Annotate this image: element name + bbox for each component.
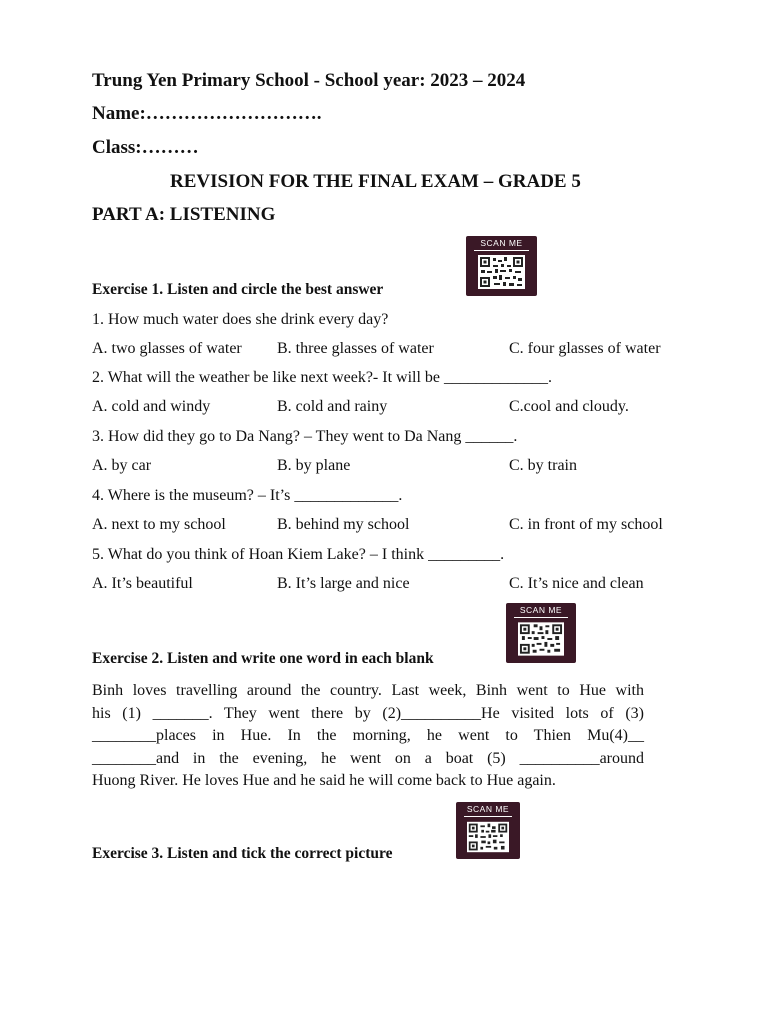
question-3: 3. How did they go to Da Nang? – They went to Da Nang ______. [92, 428, 518, 445]
passage-line: his (1) _______. They went there by (2)__________He visited lots of (3) [92, 704, 644, 722]
q1-option-a[interactable]: A. two glasses of water [92, 340, 242, 357]
passage-line: Binh loves travelling around the country. Last week, Binh went to Hue with [92, 682, 644, 699]
divider [474, 250, 529, 251]
q3-option-b[interactable]: B. by plane [277, 457, 351, 474]
exercise-2-passage [92, 680, 644, 793]
scan-me-label: SCAN ME [466, 804, 510, 814]
divider [514, 617, 568, 618]
q4-option-b[interactable]: B. behind my school [277, 516, 410, 533]
passage-line: Huong River. He loves Hue and he said he will come back to Hue again. [92, 772, 556, 790]
exercise-3-title: Exercise 3. Listen and tick the correct picture [92, 845, 393, 862]
q2-option-c[interactable]: C.cool and cloudy. [509, 398, 629, 415]
exercise-1-title: Exercise 1. Listen and circle the best answer [92, 281, 384, 298]
q2-option-a[interactable]: A. cold and windy [92, 398, 211, 415]
scan-me-label: SCAN ME [480, 238, 523, 248]
question-4: 4. Where is the museum? – It’s _____________. [92, 487, 403, 504]
scan-me-label: SCAN ME [519, 605, 563, 615]
q2-option-b[interactable]: B. cold and rainy [277, 398, 388, 415]
divider [464, 816, 512, 817]
question-1: 1. How much water does she drink every day? [92, 311, 389, 328]
part-heading: PART A: LISTENING [92, 204, 276, 225]
question-2: 2. What will the weather be like next week?- It will be _____________. [92, 369, 553, 386]
qr-code-exercise-3[interactable] [456, 802, 520, 859]
q5-option-c[interactable]: C. It’s nice and clean [509, 575, 644, 592]
q1-option-c[interactable]: C. four glasses of water [509, 340, 661, 357]
qr-code-exercise-1[interactable] [466, 236, 537, 296]
qr-code-exercise-2[interactable] [506, 603, 576, 663]
school-line: Trung Yen Primary School - School year: 2023 – 2024 [92, 70, 526, 91]
question-5: 5. What do you think of Hoan Kiem Lake? – I think _________. [92, 546, 505, 563]
qr-code-icon [518, 622, 564, 656]
passage-line: ________and in the evening, he went on a boat (5) __________around [92, 749, 644, 767]
qr-code-icon [467, 821, 509, 853]
q5-option-a[interactable]: A. It’s beautiful [92, 575, 193, 592]
q4-option-c[interactable]: C. in front of my school [509, 516, 663, 533]
q5-option-b[interactable]: B. It’s large and nice [277, 575, 410, 592]
passage-line: ________places in Hue. In the morning, he went to Thien Mu(4)__ [92, 727, 644, 745]
q3-option-c[interactable]: C. by train [509, 457, 577, 474]
class-line: Class:……… [92, 137, 199, 158]
page-title: REVISION FOR THE FINAL EXAM – GRADE 5 [170, 171, 581, 192]
qr-code-icon [478, 255, 525, 289]
exercise-2-title: Exercise 2. Listen and write one word in each blank [92, 650, 434, 667]
q4-option-a[interactable]: A. next to my school [92, 516, 226, 533]
q1-option-b[interactable]: B. three glasses of water [277, 340, 434, 357]
name-line: Name:………………………. [92, 103, 322, 124]
q3-option-a[interactable]: A. by car [92, 457, 152, 474]
